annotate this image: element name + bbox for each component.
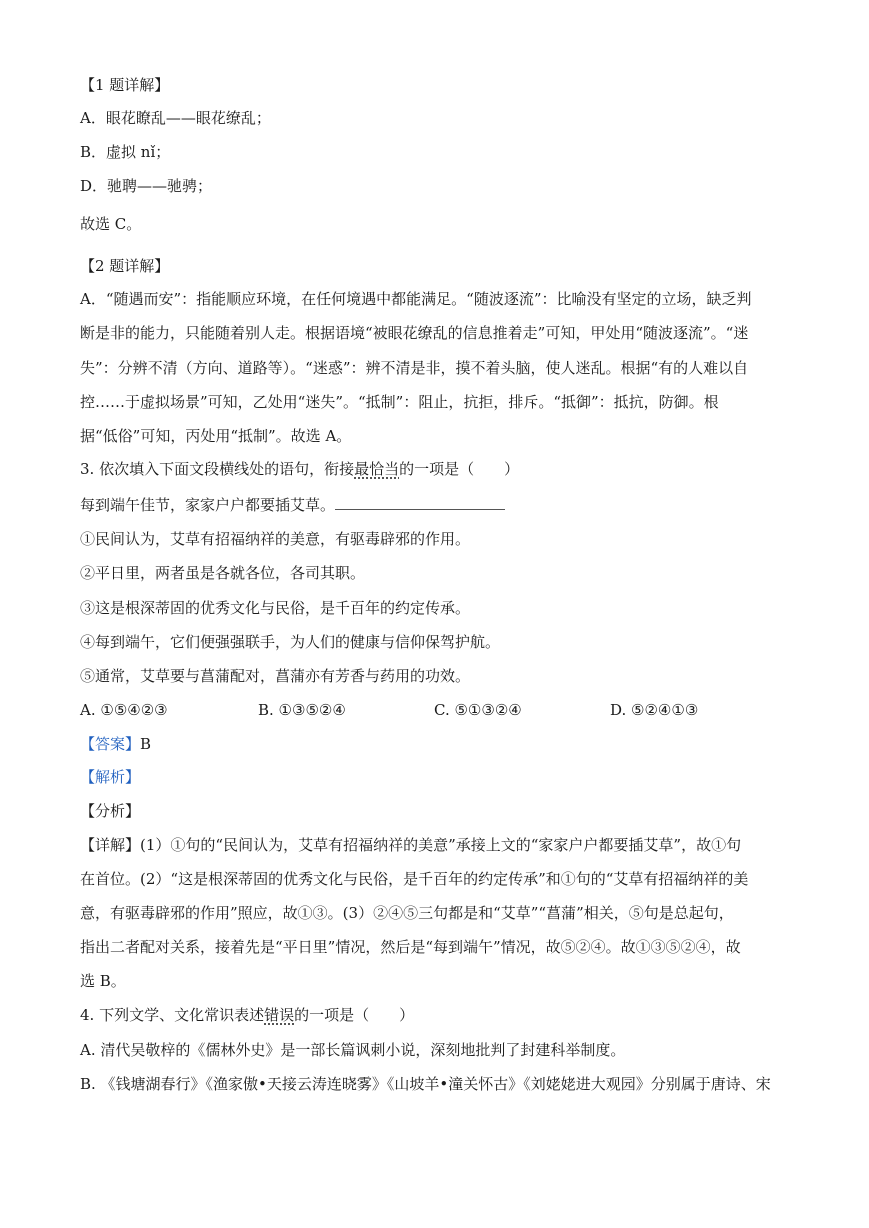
q3-passage bbox=[80, 494, 505, 516]
q4-option-b: B. 《钱塘湖春行》《渔家傲•天接云涛连晓雾》《山坡羊•潼关怀古》《刘姥姥进大观园》分别属于唐诗、宋 bbox=[80, 1075, 771, 1093]
q3-detail-line: 意，有驱毒辟邪的作用”照应，故①③。(3）②④⑤三句都是和“艾草”“菖蒲”相关，⑤句是总起句， bbox=[80, 904, 734, 922]
answer-label: 【答案】 bbox=[80, 735, 141, 753]
q3-option-b: B. ①③⑤②④ bbox=[258, 701, 346, 719]
q1-heading: 【1 题详解】 bbox=[80, 76, 170, 94]
q3-option-c: C. ⑤①③②④ bbox=[434, 701, 522, 719]
q3-option-a: A. ①⑤④②③ bbox=[80, 701, 168, 719]
q4-stem-emphasis: 错误 bbox=[264, 1006, 295, 1024]
q3-option-d: D. ⑤②④①③ bbox=[610, 701, 699, 719]
q3-detail-line: 在首位。(2）“这是根深蒂固的优秀文化与民俗，是千百年的约定传承”和①句的“艾草有招福纳祥的美 bbox=[80, 870, 749, 888]
q3-sentence: ①民间认为，艾草有招福纳祥的美意，有驱毒辟邪的作用。 bbox=[80, 530, 471, 548]
q2-line: 控……于虚拟场景”可知，乙处用“迷失”。“抵制”：阻止，抗拒，排斥。“抵御”：抵抗，防御。根 bbox=[80, 393, 719, 411]
fill-blank bbox=[335, 495, 505, 510]
q2-line: A．“随遇而安”：指能顺应环境，在任何境遇中都能满足。“随波逐流”：比喻没有坚定的立场，缺乏判 bbox=[80, 290, 752, 308]
q1-conclusion: 故选 C。 bbox=[80, 215, 142, 233]
q3-detail-line: 【详解】(1）①句的“民间认为，艾草有招福纳祥的美意”承接上文的“家家户户都要插艾草”，故①句 bbox=[80, 836, 742, 854]
q2-line: 断是非的能力，只能随着别人走。根据语境“被眼花缭乱的信息推着走”可知，甲处用“随波逐流”。“迷 bbox=[80, 324, 749, 342]
q3-detail-line: 选 B。 bbox=[80, 972, 126, 990]
q3-sentence: ②平日里，两者虽是各就各位，各司其职。 bbox=[80, 564, 366, 582]
q3-stem-post: 的一项是（ ） bbox=[399, 460, 520, 478]
q3-detail-line: 指出二者配对关系，接着先是“平日里”情况，然后是“每到端午”情况，故⑤②④。故①③⑤②④，故 bbox=[80, 938, 741, 956]
q2-heading: 【2 题详解】 bbox=[80, 257, 170, 275]
fenxi-label: 【分析】 bbox=[80, 802, 141, 820]
q3-passage-text: 每到端午佳节，家家户户都要插艾草。 bbox=[80, 496, 336, 514]
q3-stem-pre: 3. 依次填入下面文段横线处的语句，衔接 bbox=[80, 460, 355, 478]
q1-line-a: A．眼花瞭乱——眼花缭乱； bbox=[80, 109, 271, 127]
q3-answer bbox=[80, 733, 151, 755]
q3-stem bbox=[80, 458, 519, 480]
q4-stem-post: 的一项是（ ） bbox=[294, 1006, 415, 1024]
q4-stem-pre: 4. 下列文学、文化常识表述 bbox=[80, 1006, 265, 1024]
q3-sentence: ③这是根深蒂固的优秀文化与民俗，是千百年的约定传承。 bbox=[80, 599, 471, 617]
q4-stem bbox=[80, 1004, 414, 1026]
q2-line: 失”：分辨不清（方向、道路等）。“迷惑”：辨不清是非，摸不着头脑，使人迷乱。根据“有的人难以自 bbox=[80, 359, 749, 377]
q1-line-d: D．驰聘——驰骋； bbox=[80, 177, 213, 195]
answer-value: B bbox=[140, 735, 152, 753]
q3-stem-emphasis: 最恰当 bbox=[354, 460, 400, 478]
analysis-label: 【解析】 bbox=[80, 768, 141, 786]
q4-option-a: A. 清代吴敬梓的《儒林外史》是一部长篇讽刺小说，深刻地批判了封建科举制度。 bbox=[80, 1041, 626, 1059]
q2-line: 据“低俗”可知，丙处用“抵制”。故选 A。 bbox=[80, 427, 352, 445]
q3-sentence: ⑤通常，艾草要与菖蒲配对，菖蒲亦有芳香与药用的功效。 bbox=[80, 667, 471, 685]
q3-sentence: ④每到端午，它们便强强联手，为人们的健康与信仰保驾护航。 bbox=[80, 633, 501, 651]
q1-line-b: B．虚拟 nǐ； bbox=[80, 143, 171, 161]
